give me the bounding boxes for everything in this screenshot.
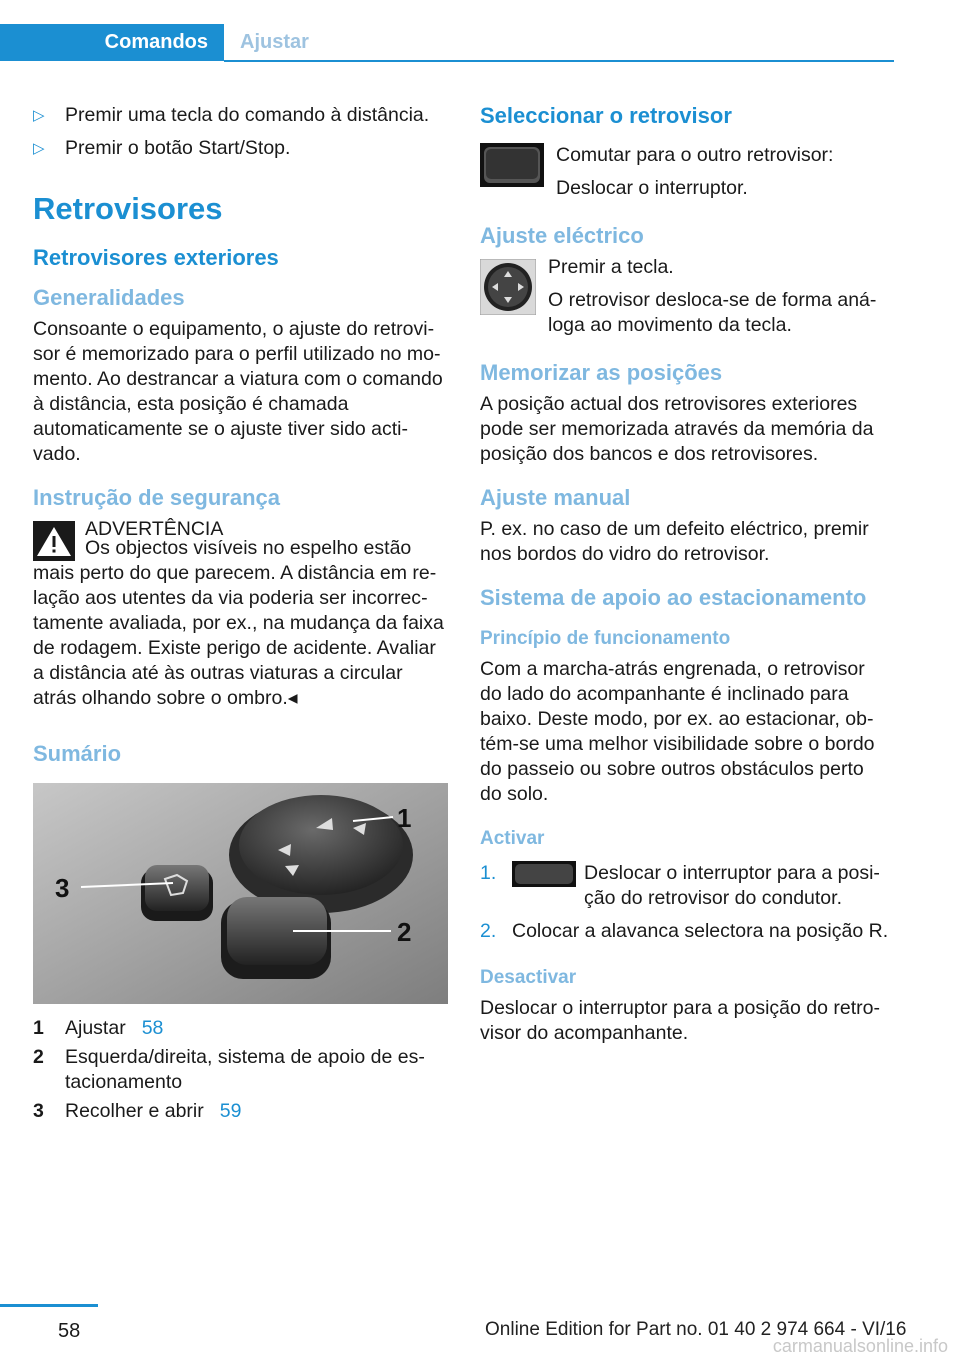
legend-item-1 (33, 1016, 448, 1041)
figure-label-3: 3 (55, 873, 70, 903)
select-mirror-line1: Comutar para o outro retrovisor: (556, 144, 834, 166)
bullet-text: Premir uma tecla do comando à distância. (65, 104, 430, 126)
figure-label-2: 2 (397, 917, 412, 947)
legend-item-3 (33, 1099, 448, 1124)
legend-text: Ajustar (65, 1017, 126, 1039)
tab-comandos[interactable]: Comandos (0, 24, 224, 61)
deactivate-text: Deslocar o interruptor para a posição do retrovisor do acompanhante. (480, 997, 880, 1044)
legend-text: Recolher e abrir (65, 1100, 204, 1122)
header-bar (0, 0, 960, 62)
electric-adjust-line2: O retrovisor desloca-se de forma análoga ao movimento da tecla. (548, 289, 877, 336)
step-text: Colocar a alavanca selectora na posição R. (512, 920, 889, 942)
heading-safety: Instrução de segurança (33, 485, 280, 510)
electric-adjust-block (480, 255, 890, 338)
legend-item-2 (33, 1045, 448, 1095)
directional-pad-icon (480, 259, 536, 315)
heading-select-mirror: Seleccionar o retrovisor (480, 103, 732, 128)
section-title: Retrovisores (33, 191, 223, 226)
watermark: carmanualsonline.info (772, 1336, 948, 1356)
activate-step-1 (480, 861, 890, 911)
legend-number: 3 (33, 1100, 44, 1122)
triangle-bullet-icon: ▷ (33, 107, 45, 124)
select-mirror-block (480, 143, 890, 201)
activate-step-2 (480, 919, 890, 944)
left-column (33, 103, 448, 1124)
warning-title: ADVERTÊNCIA (85, 518, 224, 540)
mirror-switch-icon (480, 143, 544, 187)
principle-text: Com a marcha-atrás engrenada, o retrovisor do lado do acompanhante é inclinado para baixo. Deste modo, por ex. ao estacionar, obtém-se uma melhor visibilidade sobre o bordo do passeio ou sobre outros obstáculos perto do solo. (480, 658, 875, 805)
legend-text: Esquerda/direita, sistema de apoio de estacionamento (65, 1046, 425, 1093)
heading-memorize: Memorizar as posições (480, 360, 723, 385)
page-reference-link[interactable]: 58 (141, 1017, 164, 1039)
mirror-control-illustration (33, 783, 448, 1004)
heading-electric-adjust: Ajuste eléctrico (480, 223, 644, 248)
generalidades-text: Consoante o equipamento, o ajuste do retrovisor é memorizado para o perfil utilizado no momento. Ao destrancar a viatura com o comando à distância, esta posição é chamada automaticamente se o ajuste tiver sido activado. (33, 318, 443, 465)
page-reference-link[interactable]: 59 (219, 1100, 242, 1122)
subsection-title: Retrovisores exteriores (33, 245, 279, 270)
step-text: Deslocar o interruptor para a posição do retrovisor do condutor. (584, 862, 880, 909)
heading-summary: Sumário (33, 741, 122, 766)
heading-activate: Activar (480, 828, 545, 849)
footer-divider (0, 1304, 98, 1307)
memorize-text: A posição actual dos retrovisores exteriores pode ser memorizada através da memória da posição dos bancos e dos retrovisores. (480, 393, 874, 465)
select-mirror-line2: Deslocar o interruptor. (556, 177, 748, 199)
right-column (480, 103, 890, 1046)
heading-park-assist: Sistema de apoio ao estacionamento (480, 585, 867, 610)
edition-text: Online Edition for Part no. 01 40 2 974 664 - VI/16 (485, 1319, 907, 1340)
legend-number: 2 (33, 1046, 44, 1068)
warning-icon (33, 521, 75, 561)
tab-ajustar[interactable]: Ajustar (240, 31, 309, 53)
heading-deactivate: Desactivar (480, 967, 577, 988)
heading-principle: Princípio de funcionamento (480, 628, 731, 649)
bullet-item (33, 103, 448, 128)
legend-number: 1 (33, 1017, 44, 1039)
mirror-control-figure (33, 783, 448, 1004)
heading-generalidades: Generalidades (33, 285, 185, 310)
bullet-item (33, 136, 448, 161)
bullet-text: Premir o botão Start/Stop. (65, 137, 291, 159)
page-number: 58 (58, 1320, 81, 1342)
mirror-switch-icon (512, 861, 576, 887)
figure-label-1: 1 (397, 803, 412, 833)
manual-adjust-text: P. ex. no caso de um defeito eléctrico, premir nos bordos do vidro do retrovisor. (480, 518, 869, 565)
warning-text: Os objectos visíveis no espelho estão mais perto do que parecem. A distância em relação aos utentes da via poderia ser incorrectamente avaliada, por ex., na mudança da faixa de rodagem. Existe perigo de acidente. Avaliar a distância até às outras viaturas a circular atrás olhando sobre o ombro.◂ (33, 537, 444, 709)
step-number: 2. (480, 920, 497, 942)
step-number: 1. (480, 862, 497, 884)
electric-adjust-line1: Premir a tecla. (548, 256, 674, 278)
header-divider (224, 60, 894, 62)
triangle-bullet-icon: ▷ (33, 140, 45, 157)
heading-manual-adjust: Ajuste manual (480, 485, 631, 510)
